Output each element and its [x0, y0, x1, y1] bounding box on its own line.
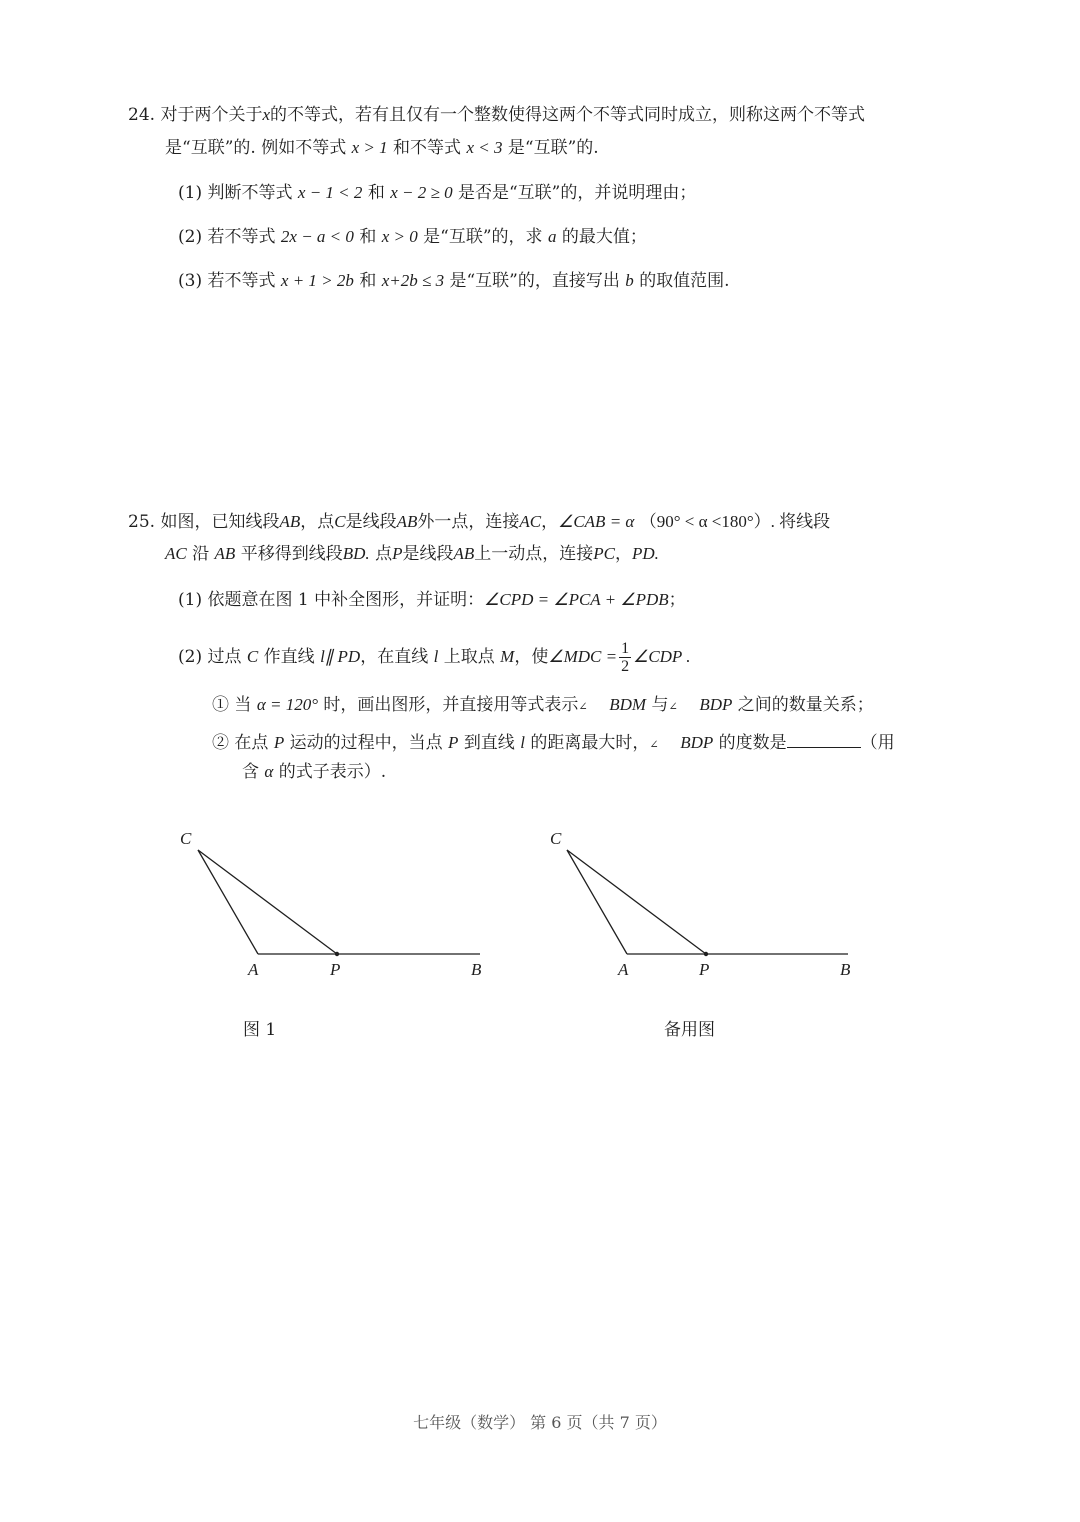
- q25-sub-2-cont: 含 α 的式子表示）.: [242, 762, 387, 782]
- label-A: A: [618, 960, 629, 979]
- label-B: B: [840, 960, 851, 979]
- figure-1: [170, 820, 500, 990]
- segment-CP: [198, 850, 337, 954]
- point-P: [704, 952, 708, 956]
- label-C: C: [180, 829, 192, 848]
- segment-CP: [567, 850, 706, 954]
- question-number: 25.: [128, 512, 156, 532]
- q25-sub-1: ① 当 α = 120° 时，画出图形，并直接用等式表示∠ BDM 与∠ BDP 之间的数量关系；: [212, 695, 874, 715]
- figure-1-caption: 图 1: [243, 1020, 277, 1040]
- question-number: 24.: [128, 105, 156, 125]
- q24-part-2: (2) 若不等式 2x − a < 0 和 x > 0 是“互联”的，求 a 的最大值；: [178, 227, 647, 247]
- q24-line-2: 是“互联”的. 例如不等式 x > 1 和不等式 x < 3 是“互联”的.: [165, 138, 599, 158]
- q24-part-3: (3) 若不等式 x + 1 > 2b 和 x+2b ≤ 3 是“互联”的，直接写出 b 的取值范围.: [178, 271, 730, 291]
- label-P: P: [699, 960, 710, 979]
- q25-part-2: (2) 过点 C 作直线 l∥ PD，在直线 l 上取点 M，使∠MDC = $\frac{1}{2}$ ∠CDP .: [178, 640, 691, 675]
- label-B: B: [471, 960, 482, 979]
- page-footer: 七年级（数学） 第 6 页（共 7 页）: [413, 1413, 667, 1432]
- q25-part-1: (1) 依题意在图 1 中补全图形，并证明：∠CPD = ∠PCA + ∠PDB；: [178, 590, 686, 610]
- q25-line-2: AC 沿 AB 平移得到线段BD. 点P是线段AB上一动点，连接PC，PD.: [165, 544, 659, 564]
- q24-part-1: (1) 判断不等式 x − 1 < 2 和 x − 2 ≥ 0 是否是“互联”的，并说明理由；: [178, 183, 697, 203]
- q24-line-1: 24. 对于两个关于x的不等式，若有且仅有一个整数使得这两个不等式同时成立，则称这两个不等式: [128, 105, 865, 125]
- fraction-one-half: $\frac{1}{2}$: [621, 640, 630, 675]
- figure-spare-caption: 备用图: [664, 1020, 715, 1040]
- segment-CA: [567, 850, 627, 954]
- label-P: P: [330, 960, 341, 979]
- q25-line-1: 25. 如图，已知线段AB，点C是线段AB外一点，连接AC，∠CAB = α （90° < α <180°）. 将线段: [128, 512, 831, 532]
- segment-CA: [198, 850, 258, 954]
- q25-sub-2: ② 在点 P 运动的过程中，当点 P 到直线 l 的距离最大时，∠ BDP 的度数是 （用: [212, 729, 895, 757]
- label-A: A: [248, 960, 259, 979]
- label-C: C: [550, 829, 562, 848]
- point-P: [335, 952, 339, 956]
- figure-spare: [540, 820, 870, 990]
- answer-blank[interactable]: [787, 729, 861, 748]
